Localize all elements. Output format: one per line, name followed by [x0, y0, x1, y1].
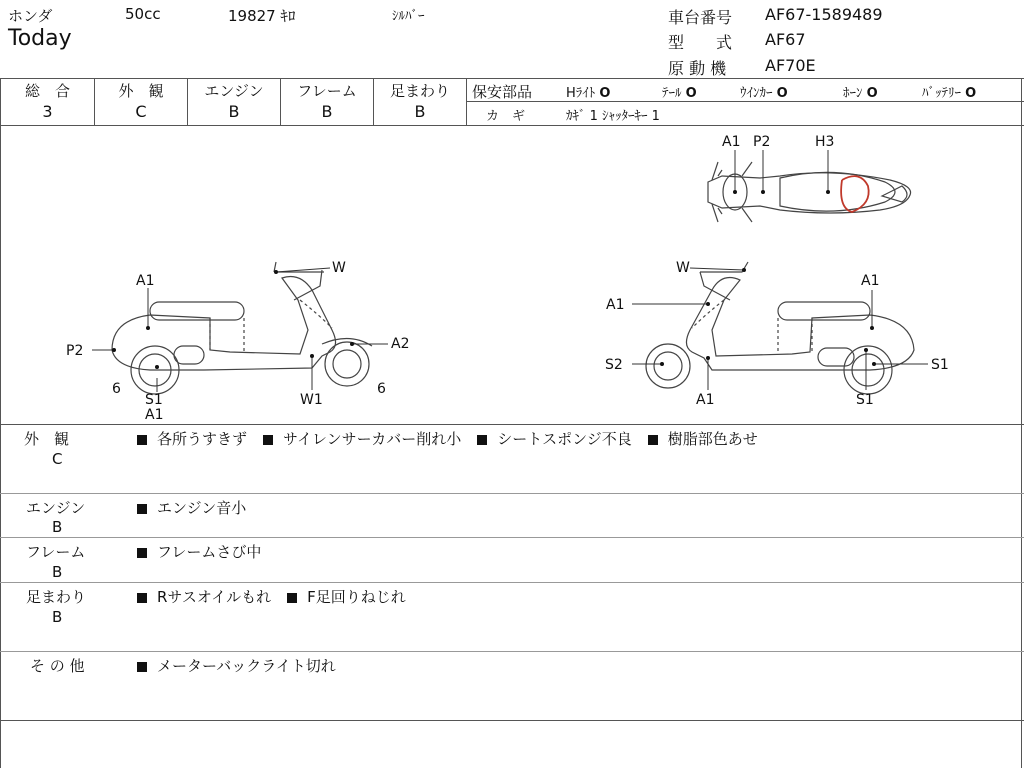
divider	[467, 101, 1024, 102]
diag-label-top-p2: P2	[753, 134, 771, 150]
diag-label-left-6b: 6	[377, 381, 386, 397]
safety-horn: ﾎｰﾝ O	[843, 86, 878, 101]
diag-label-left-a1: A1	[136, 273, 155, 289]
remark-other-items: メーターバックライト切れ	[137, 655, 336, 676]
damage-diagram	[0, 126, 1024, 424]
grade-frame-label: フレーム	[297, 82, 357, 100]
diag-label-right-a1: A1	[606, 297, 625, 313]
divider	[0, 537, 1024, 538]
remark-other-category: そ の 他	[30, 657, 85, 675]
type-value: AF67	[765, 30, 806, 49]
divider	[466, 78, 467, 125]
grade-engine-label: エンジン	[204, 82, 264, 100]
remark-engine-items: エンジン音小	[137, 497, 246, 518]
grade-exterior-value: C	[135, 102, 147, 121]
diag-label-left-w: W	[332, 260, 346, 276]
remark-engine-grade: B	[52, 518, 63, 536]
safety-winker: ｳｲﾝｶｰ O	[740, 86, 788, 101]
diag-label-right-a1c: A1	[696, 392, 715, 408]
displacement: 50cc	[125, 5, 161, 23]
color: ｼﾙﾊﾞｰ	[392, 9, 425, 24]
engine-value: AF70E	[765, 56, 816, 75]
diag-label-right-s1: S1	[931, 357, 949, 373]
grade-overall-label: 総 合	[24, 82, 70, 100]
diag-label-left-a2: A2	[391, 336, 410, 352]
diag-label-right-a1b: A1	[861, 273, 880, 289]
divider	[0, 720, 1024, 721]
diag-label-left-a1b: A1	[145, 407, 164, 423]
diag-label-left-p2: P2	[66, 343, 84, 359]
engine-label: 原 動 機	[668, 59, 727, 78]
divider	[0, 493, 1024, 494]
divider	[0, 78, 1024, 79]
type-label: 型 式	[668, 33, 733, 52]
diag-label-left-s1: S1	[145, 392, 163, 408]
grade-exterior-label: 外 観	[118, 82, 164, 100]
frame-no-label: 車台番号	[668, 8, 733, 27]
divider	[0, 582, 1024, 583]
diag-label-right-s2: S2	[605, 357, 623, 373]
safety-tail: ﾃｰﾙ O	[662, 86, 697, 101]
grade-frame-value: B	[321, 102, 333, 121]
mileage: 19827 ｷﾛ	[228, 7, 296, 25]
remark-exterior-category: 外 観	[24, 430, 70, 448]
remark-frame-grade: B	[52, 563, 63, 581]
grade-overall-value: 3	[42, 102, 53, 121]
grade-suspension-value: B	[414, 102, 426, 121]
diag-label-top-a1: A1	[722, 134, 741, 150]
divider	[0, 424, 1024, 425]
safety-battery: ﾊﾞｯﾃﾘｰ O	[922, 86, 977, 101]
diag-label-top-h3: H3	[815, 134, 835, 150]
diag-label-right-w: W	[676, 260, 690, 276]
scooter-top-view	[708, 162, 911, 222]
remark-exterior-items: 各所うすきず サイレンサーカバー削れ小 シートスポンジ不良 樹脂部色あせ	[137, 428, 758, 449]
maker: ホンダ	[8, 7, 53, 25]
grade-engine-value: B	[228, 102, 240, 121]
remark-frame-items: フレームさび中	[137, 541, 261, 562]
remark-suspension-category: 足まわり	[26, 588, 87, 606]
remark-suspension-items: Rサスオイルもれ F足回りねじれ	[137, 586, 406, 607]
divider	[0, 651, 1024, 652]
remark-frame-category: フレーム	[26, 543, 86, 561]
remark-exterior-grade: C	[52, 450, 63, 468]
remark-engine-category: エンジン	[26, 499, 86, 517]
keys-label: カ ギ	[486, 109, 526, 124]
frame-no-value: AF67-1589489	[765, 5, 883, 24]
diag-label-right-s1b: S1	[856, 392, 874, 408]
safety-headlight: Hﾗｲﾄ O	[566, 86, 611, 101]
diag-label-left-6a: 6	[112, 381, 121, 397]
diag-label-left-w1: W1	[300, 392, 323, 408]
safety-label: 保安部品	[472, 83, 533, 101]
model-name: Today	[8, 26, 72, 51]
grade-suspension-label: 足まわり	[389, 82, 450, 100]
keys-value: ｶｷﾞ 1 ｼｬｯﾀｰｷｰ 1	[566, 109, 660, 124]
remark-suspension-grade: B	[52, 608, 63, 626]
